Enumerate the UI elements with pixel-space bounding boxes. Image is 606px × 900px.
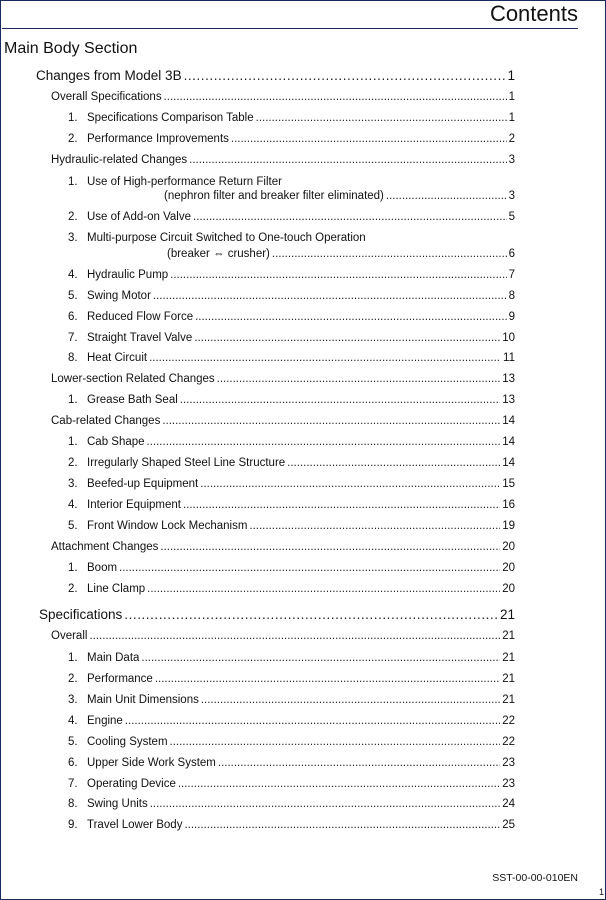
toc-leader bbox=[119, 562, 500, 574]
toc-number: 8. bbox=[68, 352, 78, 364]
toc-page: 2 bbox=[508, 133, 515, 145]
toc-entry-hydraulic-pump[interactable] bbox=[68, 269, 515, 281]
toc-entry-cooling-system[interactable] bbox=[68, 736, 515, 748]
toc-number: 1. bbox=[68, 652, 78, 664]
toc-entry-cab-related-changes[interactable] bbox=[51, 415, 515, 427]
toc-number: 1. bbox=[68, 112, 78, 124]
toc-page: 22 bbox=[502, 715, 515, 727]
toc-page: 14 bbox=[502, 457, 515, 469]
toc-leader bbox=[170, 736, 501, 748]
toc-page: 1 bbox=[507, 68, 515, 83]
toc-leader bbox=[125, 715, 500, 727]
toc-page: 8 bbox=[508, 290, 515, 302]
toc-label: Swing Motor bbox=[87, 290, 151, 302]
toc-label: Overall bbox=[51, 630, 88, 642]
toc-leader bbox=[386, 190, 507, 202]
toc-entry-interior-equipment[interactable] bbox=[68, 499, 515, 511]
toc-entry-performance-improvements[interactable] bbox=[68, 133, 515, 145]
toc-page: 15 bbox=[502, 478, 515, 490]
toc-number: 2. bbox=[68, 673, 78, 685]
page-number: 1 bbox=[598, 887, 604, 897]
toc-label: Operating Device bbox=[87, 778, 176, 790]
toc-entry-operating-device[interactable] bbox=[68, 778, 515, 790]
toc-leader bbox=[162, 415, 500, 427]
toc-number: 7. bbox=[68, 778, 78, 790]
toc-label: Specifications Comparison Table bbox=[87, 112, 254, 124]
toc-number: 4. bbox=[68, 715, 78, 727]
toc-label: Upper Side Work System bbox=[87, 757, 216, 769]
toc-entry-changes[interactable] bbox=[36, 68, 515, 83]
toc-leader bbox=[184, 819, 500, 831]
toc-page: 13 bbox=[502, 373, 515, 385]
toc-entry-upper-side-work-system[interactable] bbox=[68, 757, 515, 769]
toc-page: 3 bbox=[508, 154, 515, 166]
toc-leader bbox=[183, 499, 500, 511]
page-title: Contents bbox=[489, 1, 578, 26]
toc-page: 1 bbox=[508, 112, 515, 124]
toc-leader bbox=[272, 248, 507, 260]
toc-label: Travel Lower Body bbox=[87, 819, 183, 831]
toc-label: Lower-section Related Changes bbox=[51, 373, 215, 385]
toc-entry-front-window-lock[interactable] bbox=[68, 520, 515, 532]
toc-leader bbox=[200, 478, 500, 490]
toc-number: 1. bbox=[68, 436, 78, 448]
toc-label: Use of High-performance Return Filter bbox=[87, 176, 282, 188]
toc-page: 16 bbox=[502, 499, 515, 511]
toc-number: 6. bbox=[68, 311, 78, 323]
toc-page: 11 bbox=[503, 352, 515, 364]
toc-number: 3. bbox=[68, 232, 78, 244]
toc-entry-cab-shape[interactable] bbox=[68, 436, 515, 448]
toc-page: 3 bbox=[508, 190, 515, 202]
toc-entry-hydraulic-related-changes[interactable] bbox=[51, 154, 515, 166]
toc-label: Overall Specifications bbox=[51, 91, 162, 103]
toc-leader bbox=[201, 694, 500, 706]
toc-entry-overall[interactable] bbox=[51, 630, 515, 642]
toc-page: 20 bbox=[502, 583, 515, 595]
section-heading: Main Body Section bbox=[4, 40, 138, 57]
toc-number: 1. bbox=[68, 562, 78, 574]
toc-entry-return-filter-line1[interactable] bbox=[68, 176, 282, 188]
toc-leader bbox=[147, 583, 500, 595]
toc-entry-engine[interactable] bbox=[68, 715, 515, 727]
toc-page: 23 bbox=[502, 778, 515, 790]
toc-label: Changes from Model 3B bbox=[36, 68, 182, 83]
toc-page: 21 bbox=[502, 694, 515, 706]
toc-entry-boom[interactable] bbox=[68, 562, 515, 574]
toc-label: Performance Improvements bbox=[87, 133, 229, 145]
toc-label: Cooling System bbox=[87, 736, 168, 748]
toc-entry-line-clamp[interactable] bbox=[68, 583, 515, 595]
toc-leader bbox=[287, 457, 500, 469]
toc-number: 5. bbox=[68, 520, 78, 532]
toc-entry-swing-units[interactable] bbox=[68, 798, 515, 810]
toc-leader bbox=[170, 269, 506, 281]
toc-label: Straight Travel Valve bbox=[87, 332, 193, 344]
toc-entry-add-on-valve[interactable] bbox=[68, 211, 515, 223]
toc-page: 7 bbox=[508, 269, 515, 281]
toc-entry-beefed-up-equipment[interactable] bbox=[68, 478, 515, 490]
toc-leader bbox=[249, 520, 500, 532]
toc-label: Beefed-up Equipment bbox=[87, 478, 199, 490]
toc-leader bbox=[184, 68, 506, 83]
toc-entry-steel-line-structure[interactable] bbox=[68, 457, 515, 469]
toc-page: 14 bbox=[502, 436, 515, 448]
toc-number: 4. bbox=[68, 269, 78, 281]
toc-leader bbox=[217, 373, 501, 385]
toc-entry-specifications-comparison-table[interactable] bbox=[68, 112, 515, 124]
toc-leader bbox=[149, 352, 501, 364]
toc-leader bbox=[189, 154, 506, 166]
toc-entry-heat-circuit[interactable] bbox=[68, 352, 515, 364]
toc-page: 14 bbox=[502, 415, 515, 427]
toc-label: Main Unit Dimensions bbox=[87, 694, 199, 706]
toc-number: 2. bbox=[68, 457, 78, 469]
toc-label: (breaker ⇔ crusher) bbox=[167, 248, 270, 260]
toc-label: Swing Units bbox=[87, 798, 148, 810]
toc-page: 13 bbox=[502, 394, 515, 406]
toc-leader bbox=[150, 798, 500, 810]
toc-number: 5. bbox=[68, 290, 78, 302]
toc-page: 5 bbox=[508, 211, 515, 223]
toc-entry-travel-lower-body[interactable] bbox=[68, 819, 515, 831]
toc-label: Hydraulic Pump bbox=[87, 269, 169, 281]
toc-page: 6 bbox=[508, 248, 515, 260]
toc-page: 9 bbox=[508, 311, 515, 323]
toc-entry-performance[interactable] bbox=[68, 673, 515, 685]
toc-label: Use of Add-on Valve bbox=[87, 211, 191, 223]
toc-leader bbox=[164, 91, 507, 103]
toc-number: 3. bbox=[68, 694, 78, 706]
toc-leader bbox=[194, 332, 500, 344]
toc-leader bbox=[160, 541, 500, 553]
toc-label: Line Clamp bbox=[87, 583, 146, 595]
toc-entry-straight-travel-valve[interactable] bbox=[68, 332, 515, 344]
toc-number: 2. bbox=[68, 211, 78, 223]
toc-page: 22 bbox=[502, 736, 515, 748]
toc-number: 4. bbox=[68, 499, 78, 511]
toc-page: 21 bbox=[502, 652, 515, 664]
toc-label: Cab Shape bbox=[87, 436, 145, 448]
toc-entry-main-unit-dimensions[interactable] bbox=[68, 694, 515, 706]
toc-leader bbox=[153, 290, 507, 302]
toc-label: Performance bbox=[87, 673, 153, 685]
toc-leader bbox=[231, 133, 507, 145]
toc-entry-main-data[interactable] bbox=[68, 652, 515, 664]
toc-label: Multi-purpose Circuit Switched to One-touch Operation bbox=[87, 232, 366, 244]
toc-page: 21 bbox=[502, 673, 515, 685]
document-code: SST-00-00-010EN bbox=[492, 872, 578, 884]
toc-leader bbox=[147, 436, 501, 448]
toc-label: Reduced Flow Force bbox=[87, 311, 194, 323]
toc-leader bbox=[193, 211, 507, 223]
toc-label: Grease Bath Seal bbox=[87, 394, 178, 406]
toc-leader bbox=[141, 652, 500, 664]
toc-page: 1 bbox=[508, 91, 515, 103]
toc-label: Irregularly Shaped Steel Line Structure bbox=[87, 457, 286, 469]
toc-page: 19 bbox=[502, 520, 515, 532]
toc-page: 25 bbox=[502, 819, 515, 831]
toc-number: 8. bbox=[68, 798, 78, 810]
toc-leader bbox=[155, 673, 500, 685]
toc-entry-specifications[interactable] bbox=[39, 607, 515, 622]
toc-number: 2. bbox=[68, 583, 78, 595]
title-divider bbox=[2, 28, 578, 29]
toc-number: 7. bbox=[68, 332, 78, 344]
toc-number: 9. bbox=[68, 819, 78, 831]
toc-label: Specifications bbox=[39, 607, 123, 622]
toc-entry-reduced-flow-force[interactable] bbox=[68, 311, 515, 323]
toc-leader bbox=[178, 778, 500, 790]
toc-number: 1. bbox=[68, 394, 78, 406]
toc-number: 1. bbox=[68, 176, 78, 188]
toc-number: 6. bbox=[68, 757, 78, 769]
toc-leader bbox=[195, 311, 506, 323]
toc-number: 3. bbox=[68, 478, 78, 490]
toc-page: 21 bbox=[499, 607, 515, 622]
toc-page: 10 bbox=[502, 332, 515, 344]
toc-label: Boom bbox=[87, 562, 118, 574]
toc-entry-multi-purpose-circuit-line2[interactable] bbox=[167, 248, 515, 260]
toc-leader bbox=[256, 112, 507, 124]
toc-page: 20 bbox=[502, 541, 515, 553]
toc-label: Interior Equipment bbox=[87, 499, 181, 511]
toc-entry-attachment-changes[interactable] bbox=[51, 541, 515, 553]
toc-page: 23 bbox=[502, 757, 515, 769]
toc-label: Front Window Lock Mechanism bbox=[87, 520, 248, 532]
toc-leader bbox=[180, 394, 500, 406]
toc-entry-swing-motor[interactable] bbox=[68, 290, 515, 302]
toc-label: Main Data bbox=[87, 652, 140, 664]
toc-label: Heat Circuit bbox=[87, 352, 148, 364]
toc-page: 20 bbox=[502, 562, 515, 574]
toc-entry-overall-specifications[interactable] bbox=[51, 91, 515, 103]
toc-page: 21 bbox=[502, 630, 515, 642]
toc-label: Attachment Changes bbox=[51, 541, 159, 553]
toc-number: 5. bbox=[68, 736, 78, 748]
toc-entry-multi-purpose-circuit-line1[interactable] bbox=[68, 232, 366, 244]
toc-leader bbox=[124, 607, 498, 622]
toc-label: (nephron filter and breaker filter eliminated) bbox=[164, 190, 384, 202]
toc-entry-lower-section-changes[interactable] bbox=[51, 373, 515, 385]
toc-entry-grease-bath-seal[interactable] bbox=[68, 394, 515, 406]
toc-number: 2. bbox=[68, 133, 78, 145]
toc-label: Cab-related Changes bbox=[51, 415, 161, 427]
toc-leader bbox=[89, 630, 500, 642]
toc-label: Engine bbox=[87, 715, 123, 727]
toc-leader bbox=[218, 757, 500, 769]
toc-page: 24 bbox=[502, 798, 515, 810]
toc-label: Hydraulic-related Changes bbox=[51, 154, 188, 166]
toc-entry-return-filter-line2[interactable] bbox=[164, 190, 515, 202]
